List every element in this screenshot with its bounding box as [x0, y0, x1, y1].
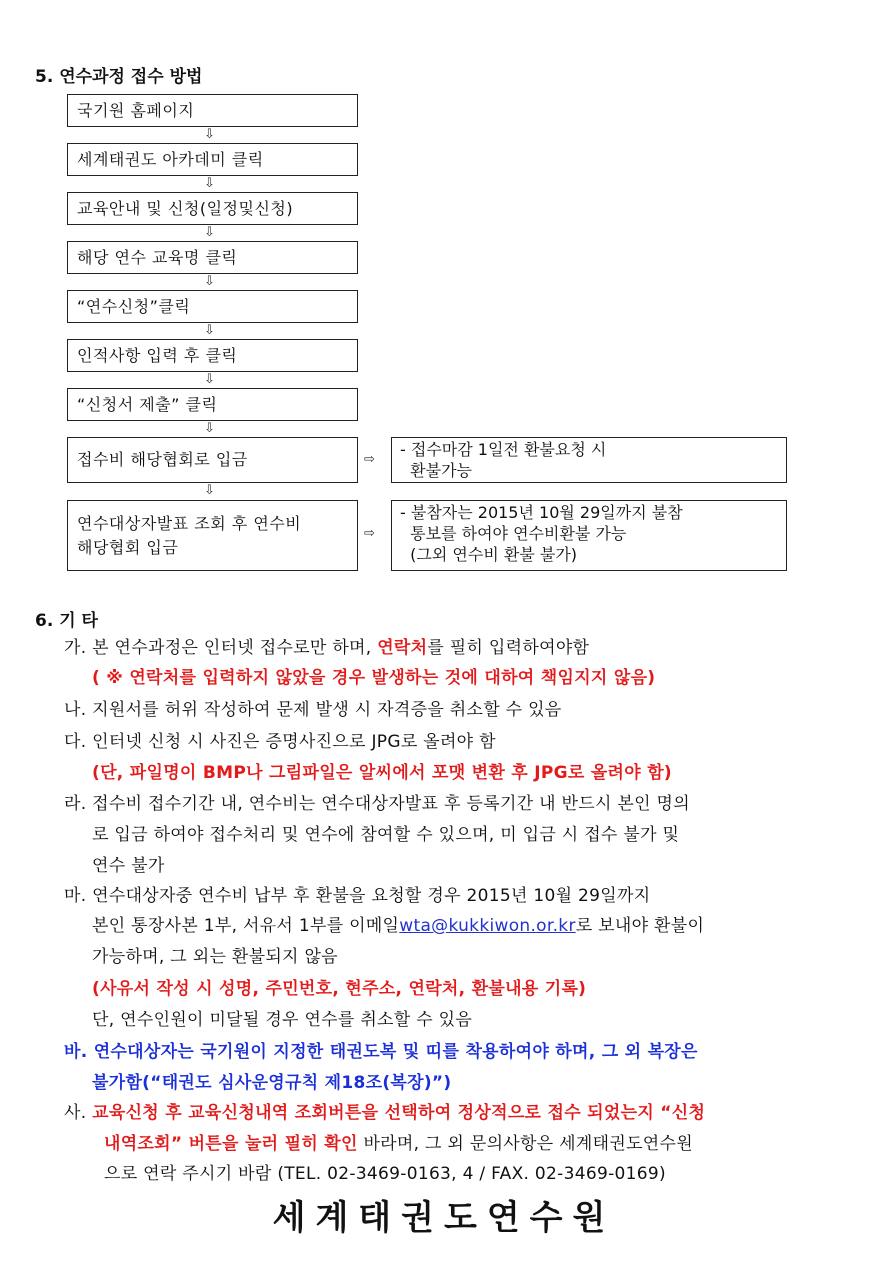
arrow-down-icon: ⇩	[204, 372, 215, 387]
item-sa-line-3: 으로 연락 주시기 바람 (TEL. 02-3469-0163, 4 / FAX. 02-3469-0169)	[104, 1164, 666, 1184]
text: 가. 본 연수과정은 인터넷 접수로만 하며,	[64, 638, 378, 658]
step-label: “신청서 제출” 클릭	[77, 394, 218, 414]
step-box-8	[67, 437, 358, 483]
red-text: 내역조회” 버튼을 눌러 필히 확인	[104, 1134, 358, 1154]
step-label: 국기원 홈페이지	[77, 100, 195, 120]
refund-note-box-1	[391, 437, 787, 483]
item-ga-line-1	[64, 636, 589, 660]
item-da-line-1: 다. 인터넷 신청 시 사진은 증명사진으로 JPG로 올려야 함	[64, 732, 496, 752]
item-ra-line-1: 라. 접수비 접수기간 내, 연수비는 연수대상자발표 후 등록기간 내 반드시 본인 명의	[64, 794, 690, 814]
step-label: 연수대상자발표 조회 후 연수비 해당협회 입금	[77, 513, 302, 557]
arrow-right-icon: ⇨	[364, 526, 375, 541]
footer-org-name: 세계태권도연수원	[272, 1198, 616, 1238]
item-ma-note: (사유서 작성 시 성명, 주민번호, 현주소, 연락처, 환불내용 기록)	[92, 979, 587, 999]
note-line: - 불참자는 2015년 10월 29일까지 불참	[400, 503, 683, 522]
step-box-7	[67, 388, 358, 421]
step-box-6	[67, 339, 358, 372]
item-ma-line-3: 가능하며, 그 외는 환불되지 않음	[92, 947, 338, 967]
text: 본인 통장사본 1부, 서유서 1부를 이메일	[92, 916, 400, 936]
item-ra-line-2: 로 입금 하여야 접수처리 및 연수에 참여할 수 있으며, 미 입금 시 접수 불가 및	[92, 825, 680, 845]
step-box-4	[67, 241, 358, 274]
item-ma-line-5: 단, 연수인원이 미달될 경우 연수를 취소할 수 있음	[92, 1010, 473, 1030]
text: 를 필히 입력하여야함	[427, 638, 590, 658]
item-ma-line-2	[92, 914, 704, 938]
section5-heading: 5. 연수과정 접수 방법	[35, 67, 203, 87]
item-da-note: (단, 파일명이 BMP나 그림파일은 알씨에서 포맷 변환 후 JPG로 올려야 함)	[92, 763, 673, 783]
text: 로 보내야 환불이	[575, 916, 705, 936]
arrow-down-icon: ⇩	[204, 176, 215, 191]
step-label: 인적사항 입력 후 클릭	[77, 345, 238, 365]
contact-emphasis: 연락처	[377, 638, 428, 658]
red-text: 교육신청 후 교육신청내역 조회버튼을 선택하여 정상적으로 접수 되었는지 “신청	[92, 1103, 706, 1123]
item-ra-line-3: 연수 불가	[92, 856, 165, 876]
section6-heading: 6. 기 타	[35, 611, 98, 631]
note-line: - 접수마감 1일전 환불요청 시	[400, 440, 607, 459]
arrow-right-icon: ⇨	[364, 452, 375, 467]
note-line: 통보를 하여야 연수비환불 가능	[400, 524, 627, 543]
note-line: 환불가능	[400, 461, 472, 480]
arrow-down-icon: ⇩	[204, 274, 215, 289]
refund-note-box-2	[391, 500, 787, 571]
arrow-down-icon: ⇩	[204, 421, 215, 436]
item-sa-line-2	[104, 1132, 693, 1156]
item-sa-line-1	[64, 1101, 705, 1125]
arrow-down-icon: ⇩	[204, 127, 215, 142]
item-ba-line-1: 바. 연수대상자는 국기원이 지정한 태권도복 및 띠를 착용하여야 하며, 그 외 복장은	[64, 1042, 698, 1062]
step-label: 교육안내 및 신청(일정및신청)	[77, 198, 294, 218]
arrow-down-icon: ⇩	[204, 225, 215, 240]
text: 바라며, 그 외 문의사항은 세계태권도연수원	[357, 1134, 693, 1154]
item-ga-warning: ( ※ 연락처를 입력하지 않았을 경우 발생하는 것에 대하여 책임지지 않음)	[92, 668, 656, 688]
step-box-3	[67, 192, 358, 225]
note-line: (그외 연수비 환불 불가)	[400, 545, 578, 564]
item-ba-line-2: 불가함(“태권도 심사운영규칙 제18조(복장)”)	[92, 1073, 452, 1093]
arrow-down-icon: ⇩	[204, 323, 215, 338]
text: 사.	[64, 1103, 93, 1123]
step-box-1	[67, 94, 358, 127]
step-box-5	[67, 290, 358, 323]
email-link[interactable]: wta@kukkiwon.or.kr	[399, 916, 576, 936]
step-box-9	[67, 500, 358, 571]
arrow-down-icon: ⇩	[204, 483, 215, 498]
step-label: 해당 연수 교육명 클릭	[77, 247, 238, 267]
step-box-2	[67, 143, 358, 176]
step-label: 접수비 해당협회로 입금	[77, 450, 248, 469]
step-label: 세계태권도 아카데미 클릭	[77, 149, 264, 169]
item-ma-line-1: 마. 연수대상자중 연수비 납부 후 환불을 요청할 경우 2015년 10월 29일까지	[64, 886, 651, 906]
step-label: “연수신청”클릭	[77, 296, 191, 316]
item-na: 나. 지원서를 허위 작성하여 문제 발생 시 자격증을 취소할 수 있음	[64, 700, 562, 720]
